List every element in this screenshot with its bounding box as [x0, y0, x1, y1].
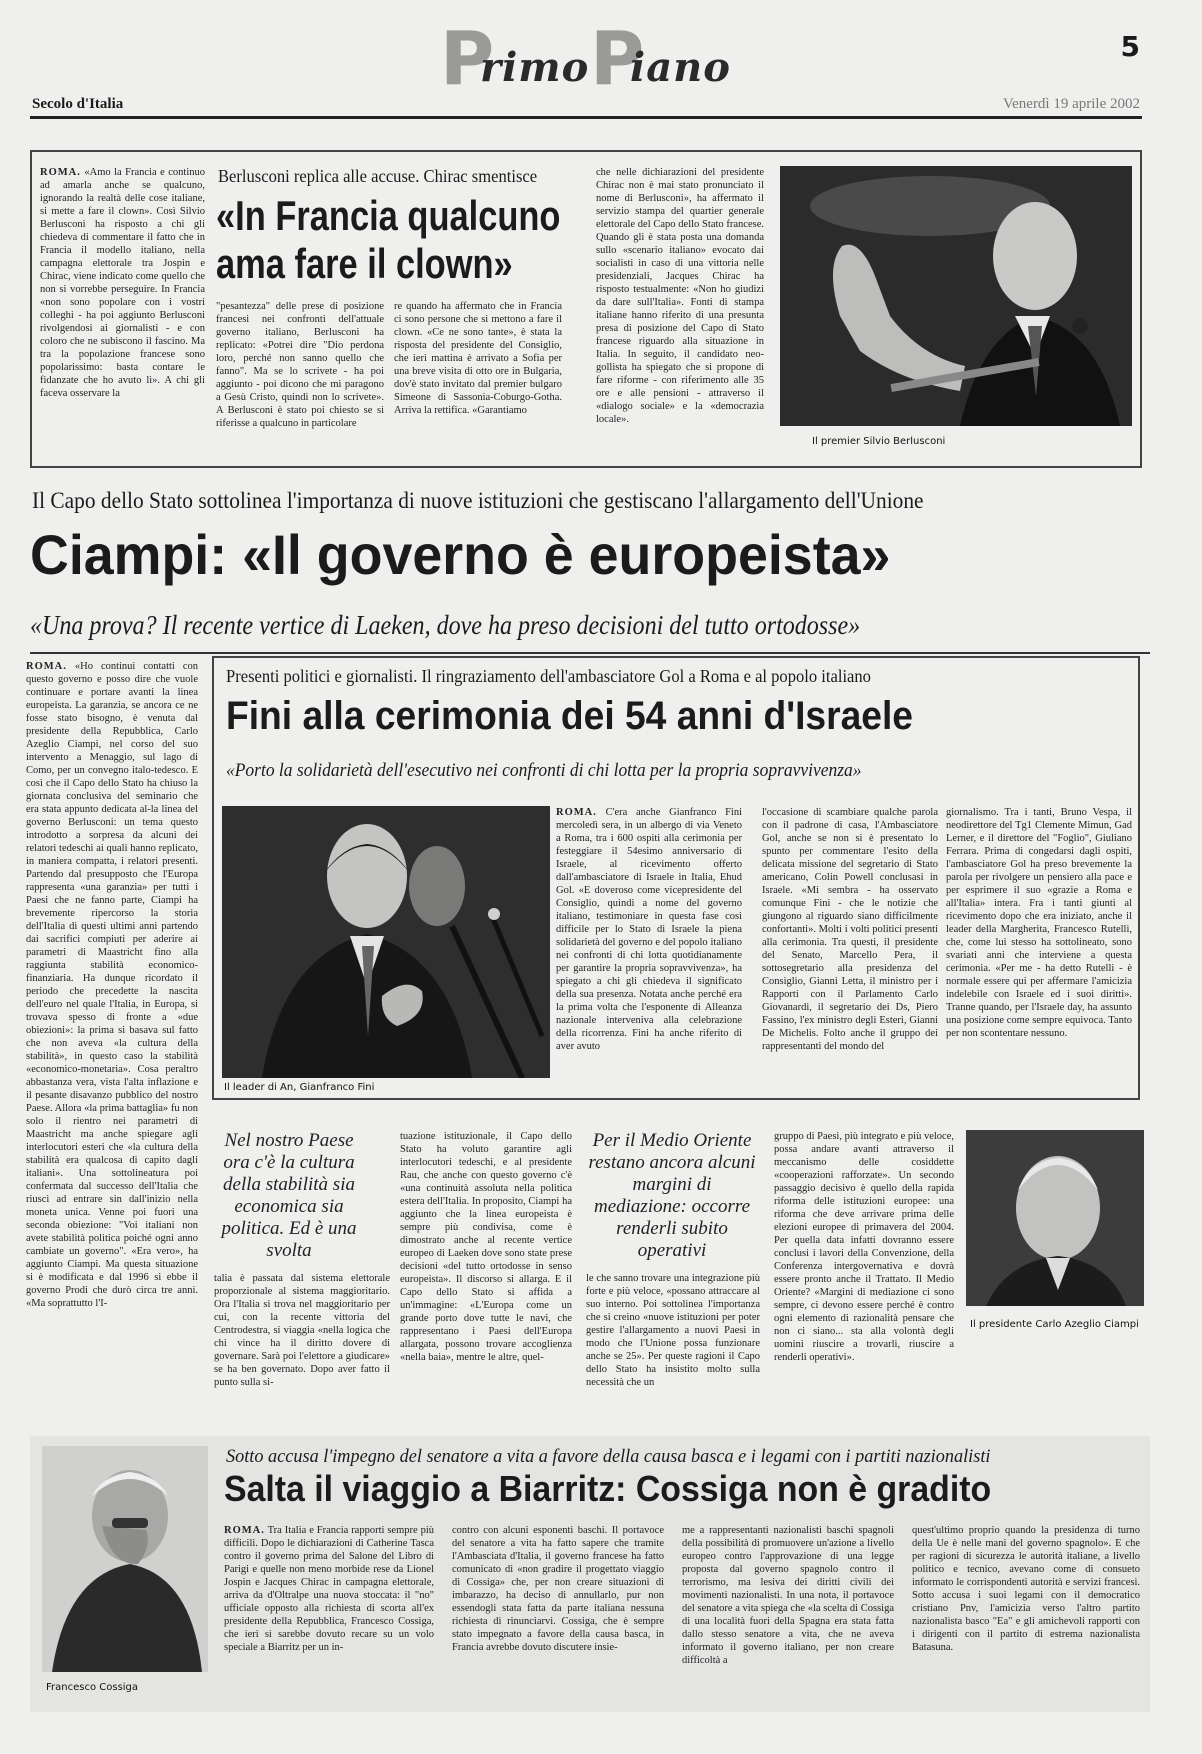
story3-headline: Fini alla cerimonia dei 54 anni d'Israele — [226, 694, 913, 738]
story4-column-4 — [912, 1524, 1140, 1700]
section-title-word1: rimo — [480, 44, 590, 91]
story1-headline-line1: «In Francia qualcuno — [216, 192, 561, 239]
story3-caption: Il leader di An, Gianfranco Fini — [224, 1082, 375, 1093]
story3-col3-text: giornalismo. Tra i tanti, Bruno Vespa, il neodirettore del Tg1 Clemente Mimun, Gad Lerner, e il direttore del "Foglio", Giuliano Ferrara. Prima di congedarsi dagli ospiti, l'ambasciatore Gol ha preso brevemente la parola per rivolgere un pensiero alla pace e per esprimere il suo «grazie a Roma e all'Italia» intera. Fra i tanti giunti al ricevimento dopo che era iniziato, anche il leader della Margherita, Francesco Rutelli, che, come lui stesso ha sottolineato, sono svariati anni che interviene a questa cerimonia. «Per me - ha detto Rutelli - è normale essere qui per affermare l'amicizia indelebile con Israele ed i suoi diritti». Tranne quando, per l'Israele day, ha assunto una posizione come sempre equivoca. Tanto per non scontentare nessuno. — [946, 807, 1132, 1039]
story3-column-1 — [556, 806, 742, 1094]
story2-column-3 — [400, 1130, 572, 1416]
story4-col4-text: quest'ultimo proprio quando la presidenza di turno della Ue è nelle mani del governo spagnolo». E che per ragioni di sicurezza le autorità italiane, a livello politico e tecnico, avevano come di consueto informato le corrispondenti autorità e servizi francesi. Sotto accusa i suoi legami con il democratico cristiano Pnv, l'amicizia verso l'altro partito nazionalista basco "Ea" e gli amichevoli rapporti con i dirigenti con il partito di estrema nazionalista Batasuna. — [912, 1525, 1140, 1653]
story1-headline — [216, 192, 560, 288]
ciampi-photo — [966, 1130, 1144, 1306]
berlusconi-photo — [780, 166, 1132, 426]
story2-column-5 — [774, 1130, 954, 1416]
section-title-initial-p2: P — [590, 16, 646, 102]
paper-name: Secolo d'Italia — [32, 96, 124, 112]
story2-colD-text: gruppo di Paesi, più integrato e più veloce, possa andare avanti attraverso il meccanismo delle cosiddette «cooperazioni rafforzate». Un secondo passaggio decisivo è quello della rapida riforma delle istituzioni europee: una riforma che deve arrivare prima delle elezioni europee di primavera del 2004. Per quella data infatti dovranno essere conclusi i lavori della Convenzione, della Conferenza intergovernativa e dovrà essere pronto anche il Trattato. Il Medio Oriente? «Margini di mediazione ci sono sempre, ci devono essere perché è contro ogni elemento di razionalità pensare che non ci siano... sta alla volontà degli uomini riuscire a trovarli, riuscire a renderli operativi». — [774, 1131, 954, 1363]
story2-column-4 — [586, 1272, 760, 1416]
story2-subhead: «Una prova? Il recente vertice di Laeken, dove ha preso decisioni del tutto ortodosse» — [30, 610, 861, 640]
story3-col1-text: C'era anche Gianfranco Fini mercoledì sera, in un albergo di via Veneto a Roma, tra i 600 ospiti alla cerimonia per festeggiare il 54esimo anniversario di Israele, al ricevimento offerto dall'ambasciatore di Israele in Italia, Ehud Gol. «E doveroso come vicepresidente del Consiglio, quindi a nome del governo italiano, testimoniare in questa fase così difficile per lo Stato di Israele la piena solidarietà del governo e del popolo italiano nei confronti di chi lotta quotidianamente per garantire la propria sopravvivenza», ha spiegato a chi gli chiedeva il significato della sua presenza. Notata anche perché era la prima volta che l'esponente di Alleanza nazionale interveniva alla celebrazione della ricorrenza. Fini ha anche riferito di aver avuto — [556, 807, 742, 1052]
story2-pull-quote: Nel nostro Paese ora c'è la cultura della stabilità sia economica sia politica. Ed è una svolta — [221, 1130, 357, 1261]
page-number: 5 — [1120, 30, 1140, 63]
section-title-word2: iano — [630, 44, 731, 91]
story4-dateline: ROMA. — [224, 1525, 265, 1536]
story3-column-3 — [946, 806, 1132, 1094]
story1-headline-line2: ama fare il clown» — [216, 240, 513, 287]
story2-colA-text: talia è passata dal sistema elettorale proporzionale al sistema maggioritario. Ora l'Italia si trova nel maggioritario per cui, con la recente vittoria del Centrodestra, si viaggia «nella logica che chi vince ha il diritto dovere di governare. Sarà poi l'elettore a giudicare» se ha ben governato. Dopo aver fatto il punto sulla si- — [214, 1273, 390, 1388]
story4-kicker: Sotto accusa l'impegno del senatore a vita a favore della causa basca e i legami con i partiti nazionalisti — [226, 1446, 991, 1467]
story2-caption: Il presidente Carlo Azeglio Ciampi — [970, 1319, 1139, 1330]
story4-headline: Salta il viaggio a Biarritz: Cossiga non è gradito — [224, 1468, 992, 1509]
story2-col1-text: «Ho continui contatti con questo governo e posso dire che vuole continuare e portare avanti la linea europeista. La garanzia, se ancora ce ne fosse stato bisogno, è venuta dal presidente della Repubblica, Carlo Azeglio Ciampi, nel corso del suo intervento a Menaggio, sul lago di Como, per un convegno italo-tedesco. E così che il Capo dello Stato ha chiuso la giornata conclusiva del seminario che era stata appunto dedicata al-la linea del governo Berlusconi: un tema questo introdotto a sorpresa da alcuni dei relatori tedeschi ai quali hanno replicato, in maniera compatta, i relatori presenti. Partendo dal presupposto che l'Europa rappresenta «una garanzia» per tutti i Paesi che ne fanno parte, Ciampi ha brevemente ripercorso la storia dell'Italia di questi ultimi anni partendo dai sacrifici compiuti per aderire ai parametri di Maastricht fino alla raggiunta stabilità economico-finanziaria. Ha dunque ricordato il periodo che precedette la nascita dell'euro nel quale l'Italia, in Europa, si trovava spesso di fronte a «due obiezioni»: la prima si basava sul fatto che non aveva «la cultura della stabilità», in questo caso la stabilità «economico-monetaria». Cosa peraltro abbastanza vera, vista l'alta inflazione e il pesante disavanzo pubblico del nostro Paese. Allora «la prima battaglia» fu non solo il rientro nei parametri di Maastricht ma anche spiegare agli interlocutori esteri che «la cultura della stabilità era qualcosa di capito dagli italiani». Una sottolineatura poi confermata dal successo dell'Italia che riuscì ad entrare sin dall'inizio nella moneta unica. Venne poi fuori una seconda obiezione: "Voi italiani non avete stabilità politica poiché ogni anno cambiate un governo". «Era vero», ha aggiunto Ciampi. Ma questa situazione si è modificata e dal 1996 si ebbe il governo Prodi che durò circa tre anni. «Ma soprattutto l'I- — [26, 661, 198, 1309]
story4-col2-text: contro con alcuni esponenti baschi. Il portavoce del senatore a vita ha fatto sapere che tramite l'Ambasciata d'Italia, il governo francese ha fatto comunicato di «non gradire il progettato viaggio di Cossiga» che, per non creare situazioni di imbarazzo, ha deciso di annullarlo, pur non essendogli stata fatta da parte italiana nessuna richiesta di rinunciarvi. Cossiga, che è sempre stato impegnato a favore della causa basca, in Francia avrebbe dovuto discutere insie- — [452, 1525, 664, 1653]
story2-kicker: Il Capo dello Stato sottolinea l'importanza di nuove istituzioni che gestiscano l'allargamento dell'Unione — [32, 488, 924, 513]
story3-col2-text: l'occasione di scambiare qualche parola con il padrone di casa, l'Ambasciatore Gol, anche se non si è presentato lo spunto per commentare l'esito della delicata missione del segretario di Stato americano, Colin Powell conclusasi in Israele. «Mi sembra - ha osservato comunque Fini - che le notizie che giungono al riguardo siano difficilmente confortanti». Molti i volti politici presenti alla cerimonia. Tra questi, il presidente del Senato, Marcello Pera, il sottosegretario alla presidenza del Consiglio, Gianni Letta, il ministro per i Rapporti con il Parlamento Carlo Giovanardi, il segretario dei Ds, Piero Fassino, l'ex ministro degli Esteri, Gianni De Michelis. Folto anche il gruppo dei rappresentanti del mondo del — [762, 807, 938, 1052]
story1-dateline: ROMA. — [40, 167, 81, 178]
cossiga-photo — [42, 1446, 208, 1672]
story3-kicker: Presenti politici e giornalisti. Il ringraziamento dell'ambasciatore Gol a Roma e al popolo italiano — [226, 666, 871, 686]
story4-caption: Francesco Cossiga — [46, 1682, 139, 1693]
section-title-initial-p: P — [440, 16, 496, 102]
fini-photo — [222, 806, 550, 1078]
issue-date: Venerdì 19 aprile 2002 — [1002, 96, 1140, 112]
story2-headline: Ciampi: «Il governo è europeista» — [30, 523, 891, 586]
story2-colB-text: tuazione istituzionale, il Capo dello Stato ha voluto garantire agli interlocutori tedeschi, e al presidente Rau, che anche con questo governo c'è «una continuità assoluta nella politica estera dell'Italia. In proposito, Ciampi ha aggiunto che la linea europeista è sempre più condivisa, come è dimostrato anche al recente vertice europeo di Laeken dove sono state prese decisioni «del tutto ortodosse in senso europeista». Il discorso si allarga. E il Capo dello Stato si affida a un'immagine: «L'Europa come un grande porto dove tutte le navi, che rappresentano i Paesi dell'Europa allargata, possono trovare accoglienza «nella baia», mentre le altre, quel- — [400, 1131, 572, 1363]
story2-column-1 — [26, 660, 198, 1418]
story1-caption: Il premier Silvio Berlusconi — [812, 436, 946, 447]
story2-rule — [30, 652, 1150, 654]
story1-column-2 — [216, 300, 384, 462]
story2-pull-quote-2: Per il Medio Oriente restano ancora alcuni margini di mediazione: occorre renderli subito operativi — [588, 1130, 756, 1261]
story1-kicker: Berlusconi replica alle accuse. Chirac smentisce — [218, 166, 538, 186]
story3-subhead: «Porto la solidarietà dell'esecutivo nei confronti di chi lotta per la propria sopravvivenza» — [226, 760, 862, 781]
story1-col3-text: re quando ha affermato che in Francia ci sono persone che si mettono a fare il clown. «Ce ne sono tante», è stata la risposta del presidente del Consiglio, che ieri mattina è arrivato a Sofia per una breve visita di otto ore in Bulgaria, dov'è stato invitato dal premier bulgaro Simeone di Sassonia-Coburgo-Gotha. Arriva la rettifica. «Garantiamo — [394, 301, 562, 416]
story4-col3-text: me a rappresentanti nazionalisti baschi spagnoli della possibilità di promuovere un'azione a livello europeo contro l'approvazione di una legge proposta dal governo spagnolo contro il terrorismo, ma lesiva dei diritti civili dei movimenti nazionalisti. In una nota, il portavoce del senatore a vita spiega che «la scelta di Cossiga di una località fuori della Spagna era stata fatta dallo stesso senatore a vita, che ne aveva informato il governo italiano, per non creare difficoltà a — [682, 1525, 894, 1666]
header-rule — [30, 116, 1142, 119]
story1-col2-text: "pesantezza" delle prese di posizione francesi nei confronti dell'attuale governo italiano, Berlusconi ha replicato: «Potrei dire "Dio perdona loro, perché non sanno quello che fanno". Ma se lo scrivete - ha poi aggiunto - poi dicono che mi paragono a Gesù Cristo, quindi non lo scrivete». A Berlusconi è stato poi chiesto se si riferisse a qualcuno in particolare — [216, 301, 384, 429]
story4-column-2 — [452, 1524, 664, 1700]
story4-column-1 — [224, 1524, 434, 1700]
story4-column-3 — [682, 1524, 894, 1700]
story1-column-1 — [40, 166, 205, 462]
story1-column-3 — [394, 300, 562, 462]
story4-col1-text: Tra Italia e Francia rapporti sempre più difficili. Dopo le dichiarazioni di Catherine Tasca contro il governo prima del Salone del Libro di Parigi e quelle non meno morbide rese da Lionel Jospin e Jacques Chirac in campagna elettorale, arriva da d'Oltralpe una nuova stoccata: il "no" ufficiale opposto alla richiesta di scorta all'ex presidente della Repubblica, Francesco Cossiga, che ieri si sarebbe dovuto recare su un volo speciale a Biarritz per un in- — [224, 1525, 434, 1653]
story2-column-2 — [214, 1272, 390, 1416]
story1-col1-text: «Amo la Francia e continuo ad amarla anche se qualcuno, ignorando la realtà delle cose italiane, si mette a fare il clown». Così Silvio Berlusconi ha risposto a chi gli chiedeva di commentare il fatto che in Francia il modello italiano, nella campagna elettorale tra Jospin e Chirac, viene indicato come quello che non si vorrebbe perseguire. In Francia «non sono popolare con i vostri colleghi - ha poi aggiunto Berlusconi rivolgendosi ai giornalisti - e con coloro che ne subiscono il fascino. Ma tra la popolazione francese sono popolarissimo: basta contare le fidanzate che ho avuto lì». A chi gli faceva osservare la — [40, 167, 205, 399]
story1-column-4 — [596, 166, 764, 462]
story3-column-2 — [762, 806, 938, 1094]
story2-colC-text: le che sanno trovare una integrazione più forte e più veloce, «possano attraccare al suo interno. Poi sottolinea l'importanza che si creino «nuove istituzioni per poter gestire l'allargamento a nuovi Paesi in modo che l'Unione possa funzionare anche se 25». Per queste ragioni il Capo dello Stato ha insistito molto sulla necessità che un — [586, 1273, 760, 1388]
section-title — [440, 16, 780, 102]
story3-dateline: ROMA. — [556, 807, 597, 818]
story1-col4-text: che nelle dichiarazioni del presidente Chirac non è mai stato pronunciato il nome di Berlusconi», ha affermato il servizio stampa del quartier generale elettorale del Capo dello Stato francese. Quando gli è stata posta una domanda sullo «scenario italiano» evocato dai socialisti in caso di una vittoria nelle presidenziali, Jacques Chirac ha risposto testualmente: «Non ho giudizi da dare sull'Italia». Fonti di stampa italiane hanno riferito di una presunta presa di posizione del Capo di Stato francese riguardo alla situazione in Italia. In seguito, il candidato neo-gollista ha spiegato che si propone di fare riforme - con riferimento alle 35 ore e alle pensioni - attraverso il «dialogo sociale» e la «democrazia locale». — [596, 167, 764, 425]
story2-dateline: ROMA. — [26, 661, 67, 672]
